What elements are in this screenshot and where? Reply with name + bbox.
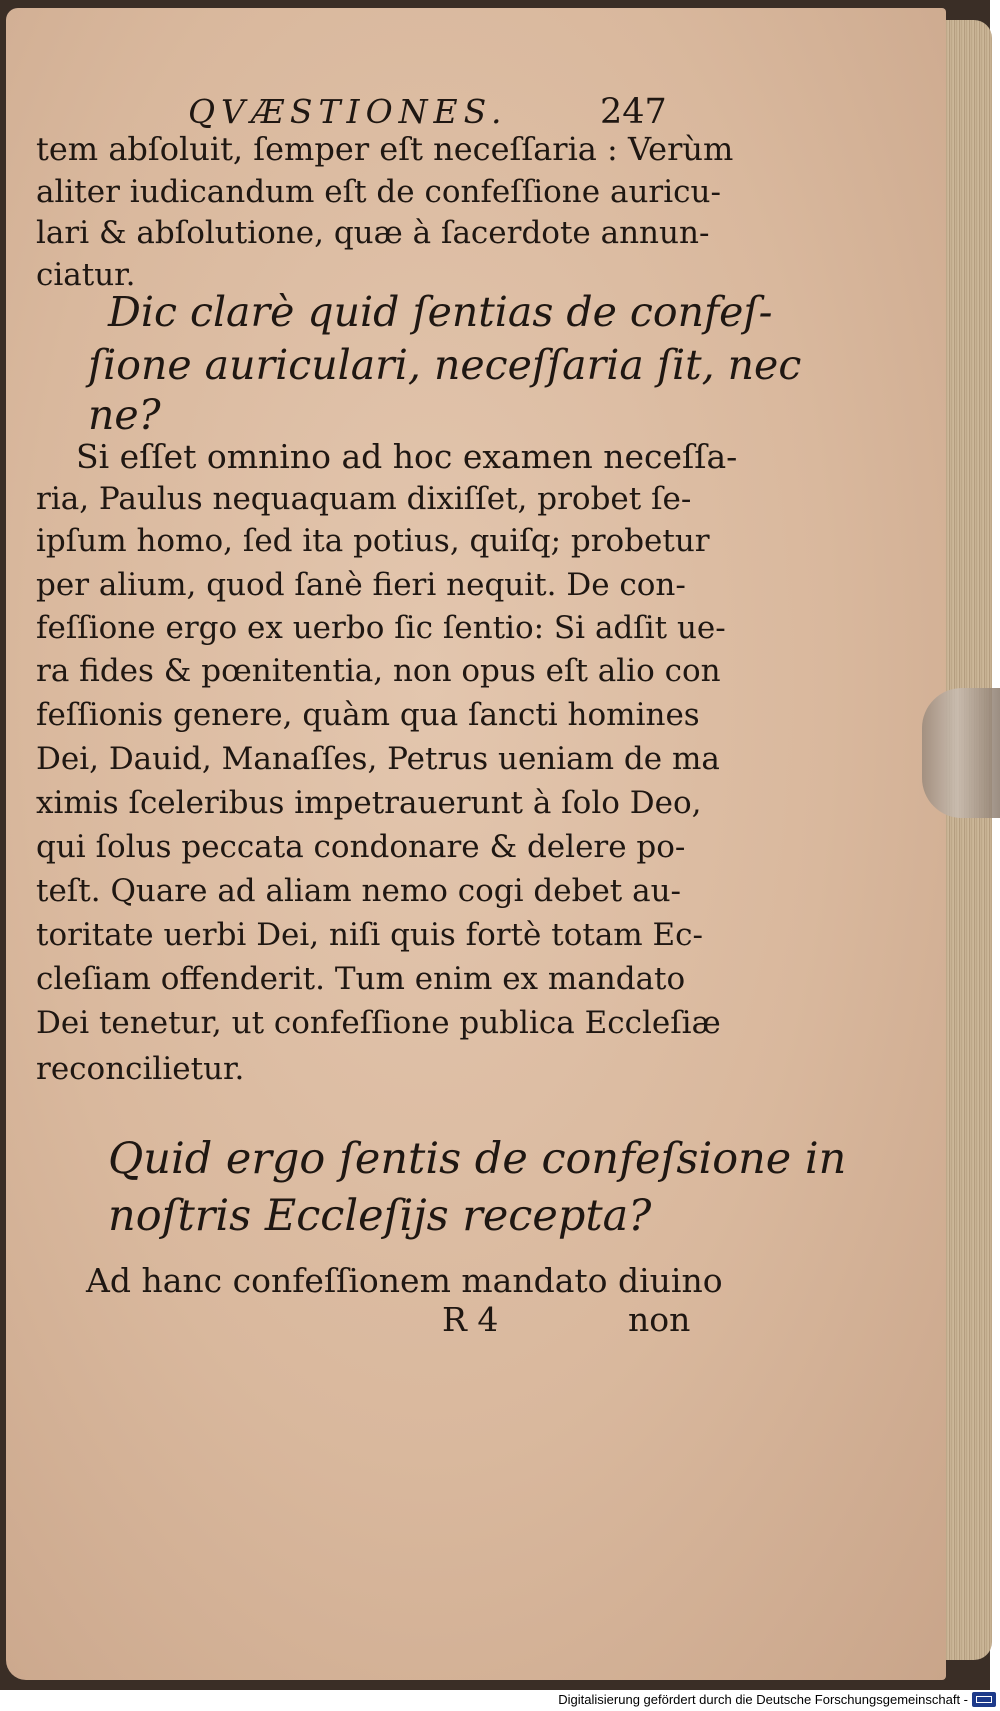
signature-mark: R 4 [442,1300,499,1339]
question-heading-line: ne? [88,391,161,439]
text-line: Dei tenetur, ut confeſſione publica Eccleſiæ [36,1005,721,1041]
text-line: reconcilietur. [36,1051,245,1087]
text-line: lari & abſolutione, quæ à ſacerdote annun- [36,215,710,251]
text-line: Dei, Dauid, Manaſſes, Petrus ueniam de ma [36,741,720,777]
text-line: per alium, quod ſanè fieri nequit. De con- [36,567,686,603]
question-heading-line: Dic clarè quid ſentias de confeſ- [108,288,773,336]
text-line: qui ſolus peccata condonare & delere po- [36,829,686,865]
text-line: cleſiam offenderit. Tum enim ex mandato [36,961,686,997]
text-line: ipſum homo, ſed ita potius, quiſq; probetur [36,523,710,559]
text-line: Ad hanc confeſſionem mandato diuino [86,1261,723,1300]
question-heading-line: Quid ergo ſentis de confeſsione in [108,1134,847,1184]
text-line: ra fides & pœnitentia, non opus eſt alio con [36,653,721,689]
text-line: Si eſſet omnino ad hoc examen neceſſa- [76,437,738,476]
text-line: ciatur. [36,257,136,293]
question-heading-line: noſtris Eccleſijs recepta? [108,1191,652,1241]
page-number: 247 [600,92,667,132]
text-line: feſſionis genere, quàm qua ſancti homines [36,697,700,733]
text-line: aliter iudicandum eſt de confeſſione auricu- [36,174,721,210]
text-line: ximis ſceleribus impetrauerunt à ſolo Deo, [36,785,702,821]
text-line: toritate uerbi Dei, niſi quis fortè totam Ec- [36,917,704,953]
question-heading-line: ſione auriculari, neceſſaria ſit, nec [88,341,802,389]
footer-credit: Digitalisierung gefördert durch die Deutsche Forschungsgemeinschaft - [558,1692,968,1707]
text-line: feſſione ergo ex uerbo ſic ſentio: Si adſit ue- [36,610,726,646]
dfg-logo-icon [972,1692,996,1707]
catchword: non [628,1300,691,1339]
text-line: tem abſoluit, ſemper eſt neceſſaria : Verùm [36,130,734,168]
text-line: ria, Paulus nequaquam dixiſſet, probet ſe- [36,481,692,517]
running-header: QVÆSTIONES. [188,92,508,131]
text-line: teſt. Quare ad aliam nemo cogi debet au- [36,873,682,909]
